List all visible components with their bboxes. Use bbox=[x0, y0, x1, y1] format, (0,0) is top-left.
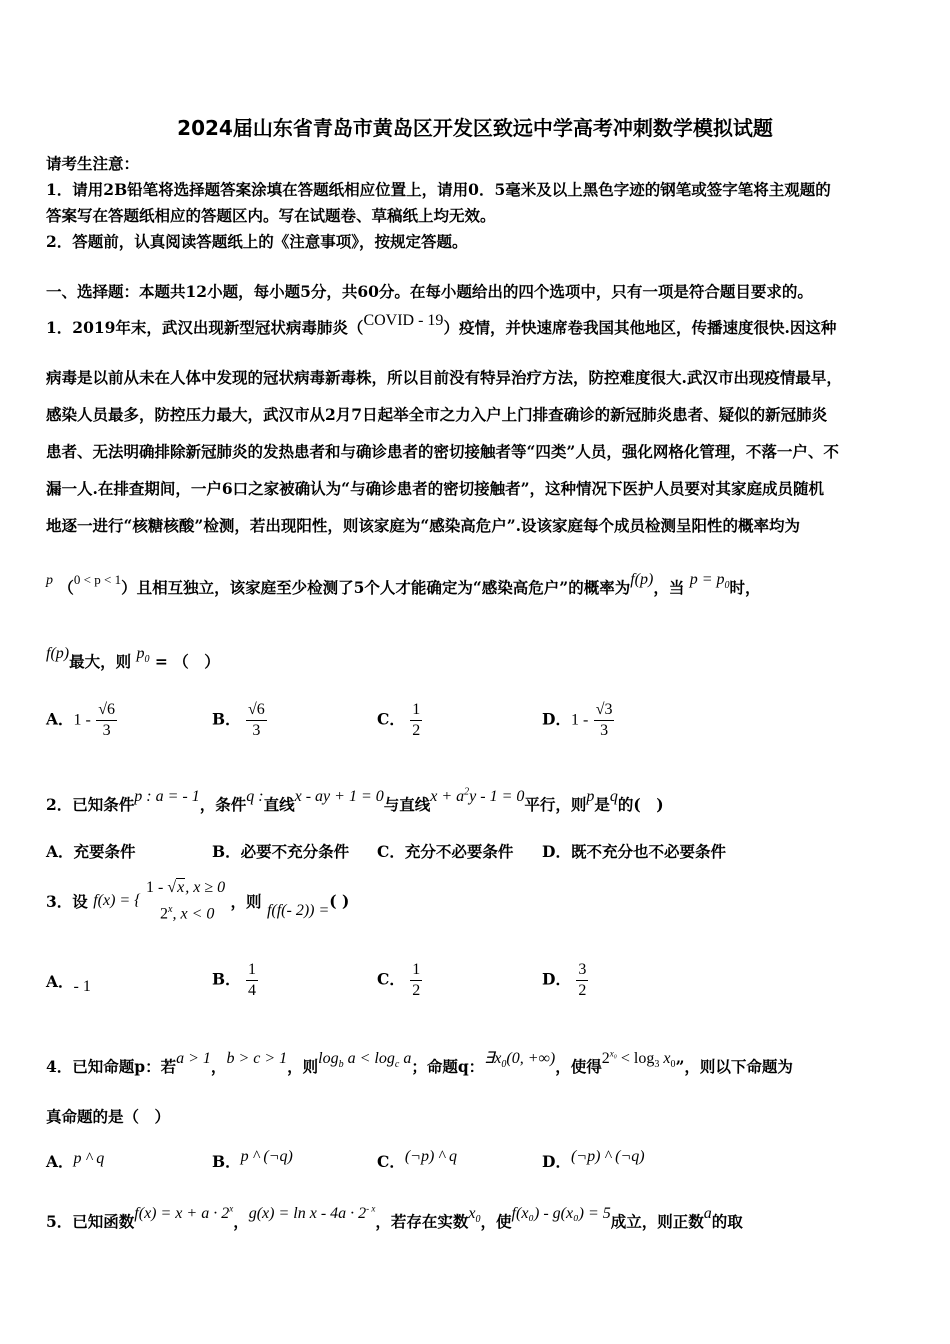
q1-line-2: 病毒是以前从未在人体中发现的冠状病毒新毒株，所以目前没有特异治疗方法，防控难度很大.武汉市出现疫情最早， bbox=[46, 368, 842, 387]
covid-label: COVID - 19 bbox=[363, 312, 444, 329]
q2-option-d[interactable]: D．既不充分也不必要条件 bbox=[542, 842, 726, 861]
q2-option-c[interactable]: C．充分不必要条件 bbox=[377, 842, 514, 861]
q3-option-d[interactable]: D． $\frac{3}{2}$ bbox=[542, 961, 587, 999]
q1-line-7: p （$^{0 < p < 1}$）且相互独立，该家庭至少检测了5个人才能确定为“感染高危户”的概率为f(p)，当 $p = p_0$时， bbox=[46, 571, 761, 597]
q4-option-d[interactable]: D．(¬p) ^ (¬q) bbox=[542, 1148, 645, 1171]
q1-line-8: f(p)最大，则 $p_0$ = （ ） bbox=[46, 645, 220, 671]
q1-option-c[interactable]: C． $\frac{1}{2}$ bbox=[377, 701, 421, 739]
q1-line-1: 1．2019年末，武汉出现新型冠状病毒肺炎（COVID - 19）疫情，并快速席卷我国其他地区，传播速度很快.因这种 bbox=[46, 312, 837, 337]
q1-option-d[interactable]: D．1 - $\frac{√3}{3}$ bbox=[542, 701, 613, 739]
q3-option-c[interactable]: C． $\frac{1}{2}$ bbox=[377, 961, 421, 999]
q3-stem: 3．设 f(x) = { 1 - √x, x ≥ 0 2$^x$, x < 0 ，则 f(f(- 2)) =( ) bbox=[46, 877, 349, 925]
q2-option-b[interactable]: B．必要不充分条件 bbox=[212, 842, 350, 861]
q4-stem: 4．已知命题p：若a > 1，b > c > 1，则$\log_b a < \log_c a$；命题q：$\exists x_0(0$, +∞)，使得$2^{x_0} < \log_3 x_0$”，则以下命题为 bbox=[46, 1048, 793, 1076]
q1-option-b[interactable]: B． $\frac{√6}{3}$ bbox=[212, 701, 265, 739]
q1-option-a[interactable]: A．1 - $\frac{√6}{3}$ bbox=[46, 701, 116, 739]
notice-item-2: 2．答题前，认真阅读答题纸上的《注意事项》，按规定答题。 bbox=[46, 232, 468, 251]
q3-option-b[interactable]: B． $\frac{1}{4}$ bbox=[212, 961, 257, 999]
q1-line-3: 感染人员最多，防控压力最大，武汉市从2月7日起举全市之力入户上门排查确诊的新冠肺炎患者、疑似的新冠肺炎 bbox=[46, 405, 828, 424]
q1-line-4: 患者、无法明确排除新冠肺炎的发热患者和与确诊患者的密切接触者等“四类”人员，强化网格化管理，不落一户、不 bbox=[46, 442, 839, 461]
q4-option-a[interactable]: A．p ^ q bbox=[46, 1150, 105, 1171]
section-heading: 一、选择题：本题共12小题，每小题5分，共60分。在每小题给出的四个选项中，只有一项是符合题目要求的。 bbox=[46, 282, 813, 301]
q4-option-c[interactable]: C．(¬p) ^ q bbox=[377, 1148, 458, 1171]
page-title: 2024届山东省青岛市黄岛区开发区致远中学高考冲刺数学模拟试题 bbox=[177, 116, 773, 140]
piecewise-function: 1 - √x, x ≥ 0 2$^x$, x < 0 bbox=[146, 879, 226, 923]
q4-option-b[interactable]: B．p ^ (¬q) bbox=[212, 1148, 293, 1171]
notice-item-1a: 1．请用2B铅笔将选择题答案涂填在答题纸相应位置上，请用0．5毫米及以上黑色字迹的钢笔或签字笔将主观题的 bbox=[46, 180, 831, 199]
q2-stem: 2．已知条件p : a = - 1，条件q :直线x - ay + 1 = 0与直线$x + a^2y - 1 = 0$平行，则p是q的( ) bbox=[46, 786, 664, 814]
q1-line-5: 漏一人.在排查期间，一户6口之家被确认为“与确诊患者的密切接触者”，这种情况下医护人员要对其家庭成员随机 bbox=[46, 479, 825, 498]
notice-item-1b: 答案写在答题纸相应的答题区内。写在试题卷、草稿纸上均无效。 bbox=[46, 206, 496, 225]
q5-stem: 5．已知函数$f(x) = x + a \cdot 2^x$，$g(x) = \ln x - 4a \cdot 2^{- x}$，若存在实数$x_0$，使f(x₀) - g(x₀) = 5成立，则正数a的取 bbox=[46, 1203, 743, 1231]
q3-option-a[interactable]: A．- 1 bbox=[46, 972, 91, 995]
q4-stem-2: 真命题的是（ ） bbox=[46, 1107, 171, 1126]
q1-line-6: 地逐一进行“核糖核酸”检测，若出现阳性，则该家庭为“感染高危户”.设该家庭每个成员检测呈阳性的概率均为 bbox=[46, 516, 801, 535]
q2-option-a[interactable]: A．充要条件 bbox=[46, 842, 136, 861]
notice-heading: 请考生注意： bbox=[46, 154, 140, 173]
